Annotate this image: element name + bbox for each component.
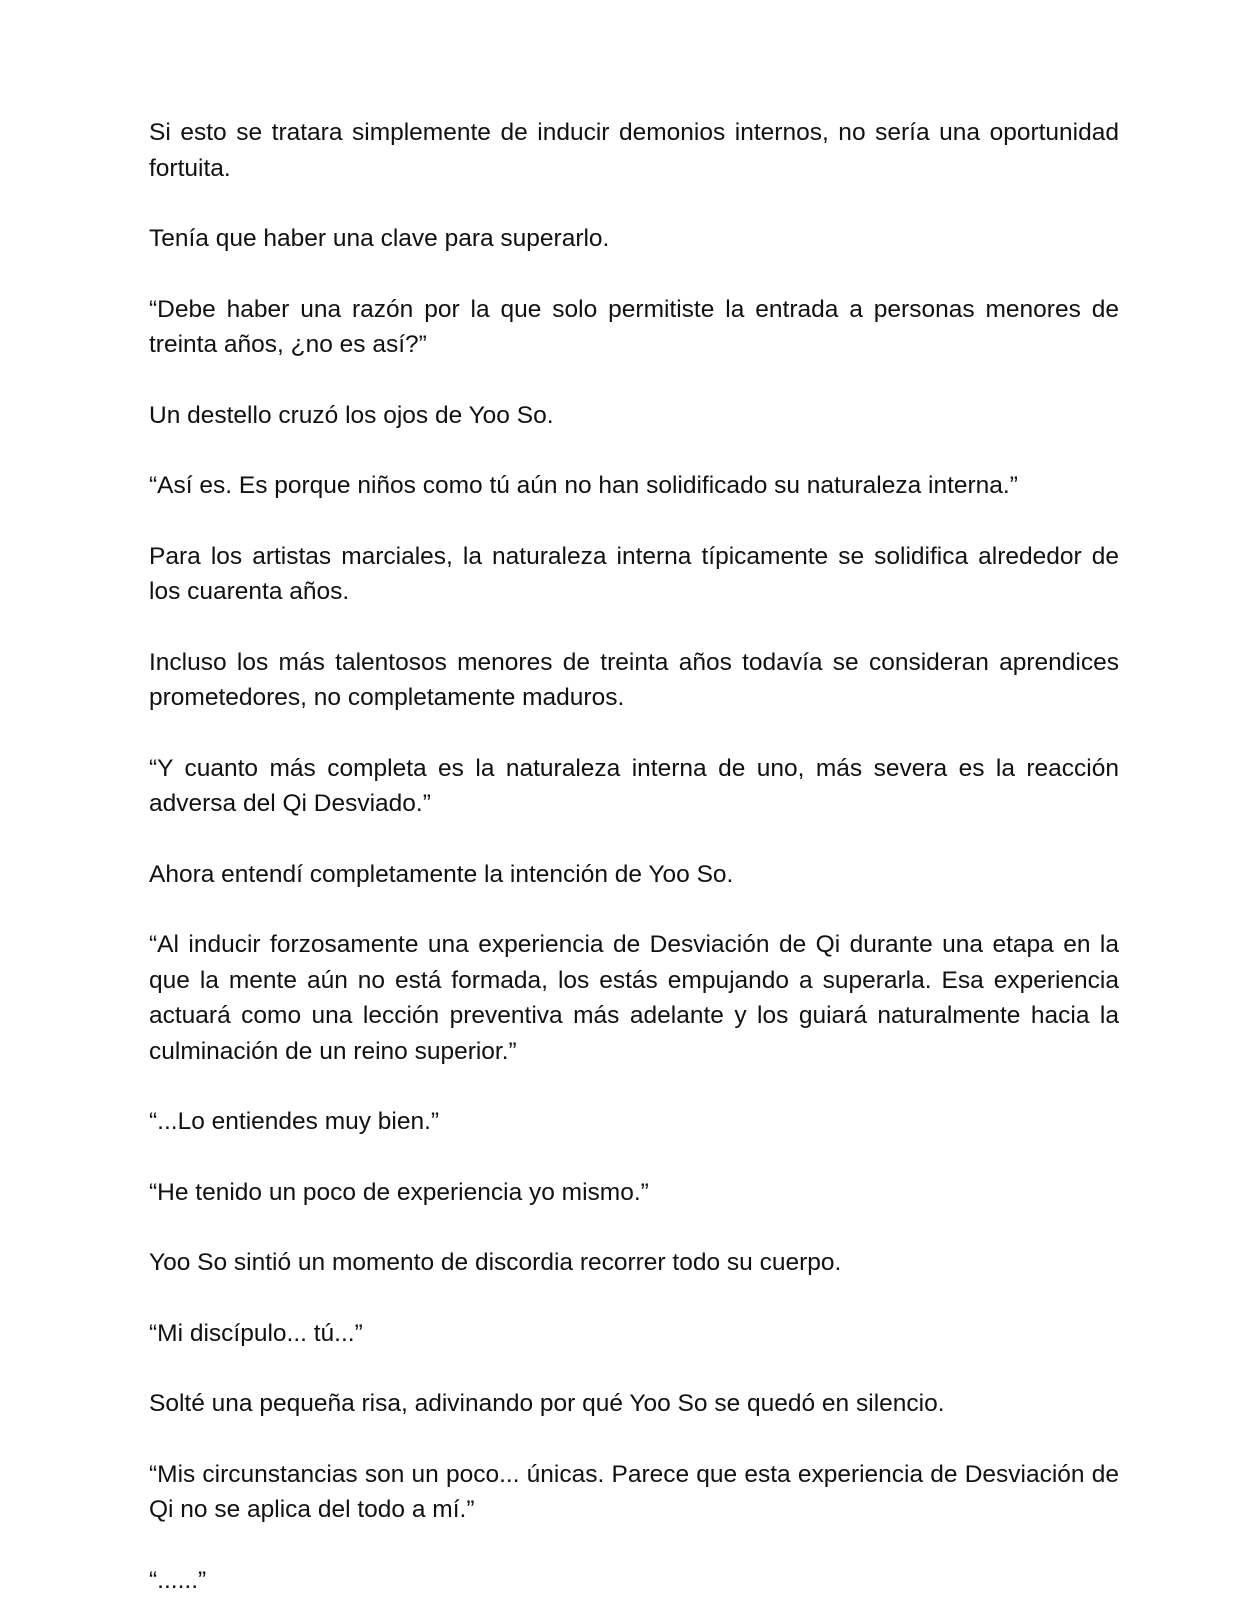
paragraph: Incluso los más talentosos menores de treinta años todavía se consideran aprendices prometedores, no completamente maduros. (149, 648, 1119, 711)
paragraph: “Mis circunstancias son un poco... únicas. Parece que esta experiencia de Desviación de Qi no se aplica del todo a mí.” (149, 1460, 1119, 1523)
paragraph: Tenía que haber una clave para superarlo. (149, 225, 610, 252)
paragraph: Solté una pequeña risa, adivinando por qué Yoo So se quedó en silencio. (149, 1390, 945, 1417)
paragraph: “Así es. Es porque niños como tú aún no han solidificado su naturaleza interna.” (149, 472, 1018, 499)
paragraph: “Mi discípulo... tú...” (149, 1319, 363, 1347)
paragraph: “Y cuanto más completa es la naturaleza interna de uno, más severa es la reacción adversa del Qi Desviado.” (149, 754, 1119, 817)
paragraph: “...Lo entiendes muy bien.” (149, 1108, 440, 1135)
document-page (149, 115, 1119, 1598)
paragraph: “......” (149, 1566, 207, 1594)
paragraph: Yoo So sintió un momento de discordia recorrer todo su cuerpo. (149, 1249, 842, 1276)
paragraph: “He tenido un poco de experiencia yo mismo.” (149, 1178, 649, 1206)
paragraph: Para los artistas marciales, la naturaleza interna típicamente se solidifica alrededor de los cuarenta años. (149, 542, 1119, 605)
paragraph: Ahora entendí completamente la intención de Yoo So. (149, 860, 734, 888)
paragraph: Un destello cruzó los ojos de Yoo So. (149, 401, 554, 429)
paragraph: “Al inducir forzosamente una experiencia de Desviación de Qi durante una etapa en la que la mente aún no está formada, los estás empujando a superarla. Esa experiencia actuará como una lección preventiva más adelante y los guiará naturalmente hacia la culminación de un reino superior.” (149, 931, 1119, 1065)
paragraph: “Debe haber una razón por la que solo permitiste la entrada a personas menores de treinta años, ¿no es así?” (149, 295, 1119, 358)
paragraph: Si esto se tratara simplemente de inducir demonios internos, no sería una oportunidad fortuita. (149, 119, 1119, 182)
